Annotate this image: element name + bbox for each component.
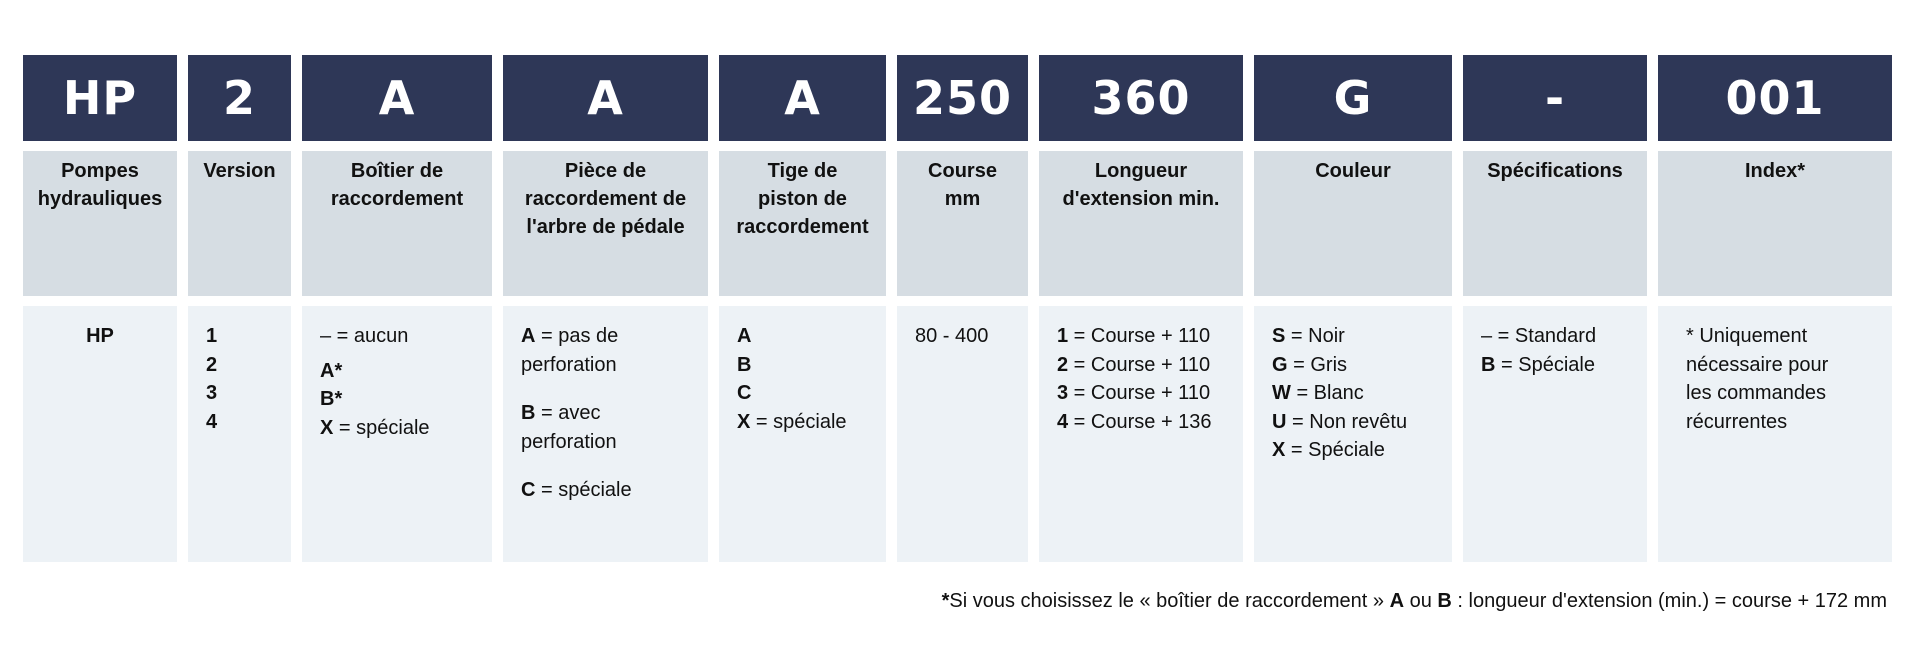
longueur-item xyxy=(1057,351,1225,380)
specs-standard: – = Standard xyxy=(1481,325,1597,347)
label-line: Longueur xyxy=(1094,160,1188,182)
label-line: Pièce de xyxy=(564,160,647,182)
label-course xyxy=(897,151,1028,296)
couleur-item xyxy=(1272,408,1434,437)
option-key: X xyxy=(737,410,751,433)
longueur-item xyxy=(1057,322,1225,351)
option-key: U xyxy=(1272,410,1287,433)
tige-option-x xyxy=(737,408,868,437)
label-line: hydrauliques xyxy=(37,188,163,210)
option-key: C xyxy=(521,479,536,501)
label-line: Index* xyxy=(1744,160,1806,182)
label-line: Version xyxy=(203,160,276,182)
tige-option: C xyxy=(737,382,752,404)
footnote-text: ou xyxy=(1404,590,1438,612)
option-key: 1 xyxy=(1057,325,1069,347)
option-text: = spéciale xyxy=(333,416,430,439)
body-couleur xyxy=(1254,306,1452,562)
tige-option: B xyxy=(737,353,752,376)
option-text: = Course + 110 xyxy=(1068,325,1211,347)
index-line: les commandes xyxy=(1686,382,1827,404)
label-tige xyxy=(719,151,886,296)
code-cell-couleur: G xyxy=(1254,55,1452,141)
option-key: B xyxy=(1481,353,1496,376)
label-pompes xyxy=(23,151,177,296)
footnote xyxy=(942,590,1887,613)
longueur-item xyxy=(1057,408,1225,437)
version-option: 2 xyxy=(206,353,218,376)
type-code-table xyxy=(23,55,1892,562)
label-line: raccordement de xyxy=(524,188,687,210)
index-line: * Uniquement xyxy=(1686,325,1808,347)
piece-option-a-cont: perforation xyxy=(521,353,617,376)
option-text: = Non revêtu xyxy=(1286,410,1408,433)
body-piece xyxy=(503,306,708,562)
option-text: = pas de xyxy=(535,325,619,347)
label-longueur xyxy=(1039,151,1243,296)
code-cell-version: 2 xyxy=(188,55,291,141)
option-key: S xyxy=(1272,325,1286,347)
body-index xyxy=(1658,306,1892,562)
label-line: Course xyxy=(928,160,997,182)
label-line: piston de xyxy=(758,188,847,210)
couleur-item xyxy=(1272,322,1434,351)
label-line: Spécifications xyxy=(1487,160,1623,182)
option-text: = Noir xyxy=(1285,325,1345,347)
code-cell-piece: A xyxy=(503,55,708,141)
code-cell-pompes: HP xyxy=(23,55,177,141)
option-key: X xyxy=(1272,439,1286,461)
boitier-none: – = aucun xyxy=(320,325,409,347)
option-text: = Course + 136 xyxy=(1068,410,1212,433)
option-key: X xyxy=(320,416,334,439)
label-line: mm xyxy=(944,188,981,210)
option-text: = Blanc xyxy=(1290,382,1364,404)
boitier-option-b: B* xyxy=(320,388,343,410)
label-specs xyxy=(1463,151,1647,296)
label-version xyxy=(188,151,291,296)
code-cell-course: 250 xyxy=(897,55,1028,141)
specs-option-b xyxy=(1481,351,1629,380)
option-text: = spéciale xyxy=(750,410,847,433)
version-option: 4 xyxy=(206,410,218,433)
body-course xyxy=(897,306,1028,562)
version-option: 1 xyxy=(206,325,218,347)
option-text: = spéciale xyxy=(535,479,632,501)
label-line: Tige de xyxy=(767,160,838,182)
body-boitier xyxy=(302,306,492,562)
option-key: 4 xyxy=(1057,410,1069,433)
option-key: 3 xyxy=(1057,382,1069,404)
boitier-option-x xyxy=(320,414,474,443)
couleur-item xyxy=(1272,379,1434,408)
piece-option-b xyxy=(521,399,690,428)
label-line: d'extension min. xyxy=(1062,188,1220,210)
option-key: W xyxy=(1272,382,1291,404)
index-line: récurrentes xyxy=(1686,410,1788,433)
piece-option-b-cont: perforation xyxy=(521,430,617,453)
footnote-text: : longueur d'extension (min.) = course + 172 mm xyxy=(1451,590,1887,612)
label-line: raccordement xyxy=(736,216,869,238)
label-line: Boîtier de xyxy=(350,160,444,182)
body-specs xyxy=(1463,306,1647,562)
option-text: = avec xyxy=(535,402,601,424)
piece-option-a xyxy=(521,322,690,351)
index-line: nécessaire pour xyxy=(1686,353,1829,376)
option-key: B xyxy=(521,402,536,424)
footnote-star: * xyxy=(941,590,950,612)
code-cell-longueur: 360 xyxy=(1039,55,1243,141)
version-option: 3 xyxy=(206,382,218,404)
body-pompes xyxy=(23,306,177,562)
option-text: = Spéciale xyxy=(1285,439,1385,461)
tige-option: A xyxy=(737,325,752,347)
label-boitier xyxy=(302,151,492,296)
couleur-item xyxy=(1272,351,1434,380)
label-line: Pompes xyxy=(61,160,139,182)
label-line: l'arbre de pédale xyxy=(526,216,685,238)
label-line: Couleur xyxy=(1315,160,1391,182)
option-text: = Course + 110 xyxy=(1068,382,1211,404)
code-cell-boitier: A xyxy=(302,55,492,141)
option-text: = Gris xyxy=(1287,353,1348,376)
option-key: 2 xyxy=(1057,353,1069,376)
label-piece xyxy=(503,151,708,296)
footnote-key-b: B xyxy=(1437,590,1452,612)
footnote-text: Si vous choisissez le « boîtier de raccordement » xyxy=(949,590,1390,612)
option-key: G xyxy=(1272,353,1288,376)
option-text: = Spéciale xyxy=(1495,353,1595,376)
code-cell-index: 001 xyxy=(1658,55,1892,141)
body-tige xyxy=(719,306,886,562)
piece-option-c xyxy=(521,476,690,505)
code-cell-specs: - xyxy=(1463,55,1647,141)
body-longueur xyxy=(1039,306,1243,562)
pompes-value: HP xyxy=(86,325,114,347)
footnote-key-a: A xyxy=(1389,590,1405,612)
course-range: 80 - 400 xyxy=(915,325,989,347)
label-index xyxy=(1658,151,1892,296)
couleur-item xyxy=(1272,436,1434,465)
option-text: = Course + 110 xyxy=(1068,353,1211,376)
boitier-option-a: A* xyxy=(320,359,343,382)
option-key: A xyxy=(521,325,536,347)
code-cell-tige: A xyxy=(719,55,886,141)
label-couleur xyxy=(1254,151,1452,296)
label-line: raccordement xyxy=(330,188,464,210)
longueur-item xyxy=(1057,379,1225,408)
body-version xyxy=(188,306,291,562)
